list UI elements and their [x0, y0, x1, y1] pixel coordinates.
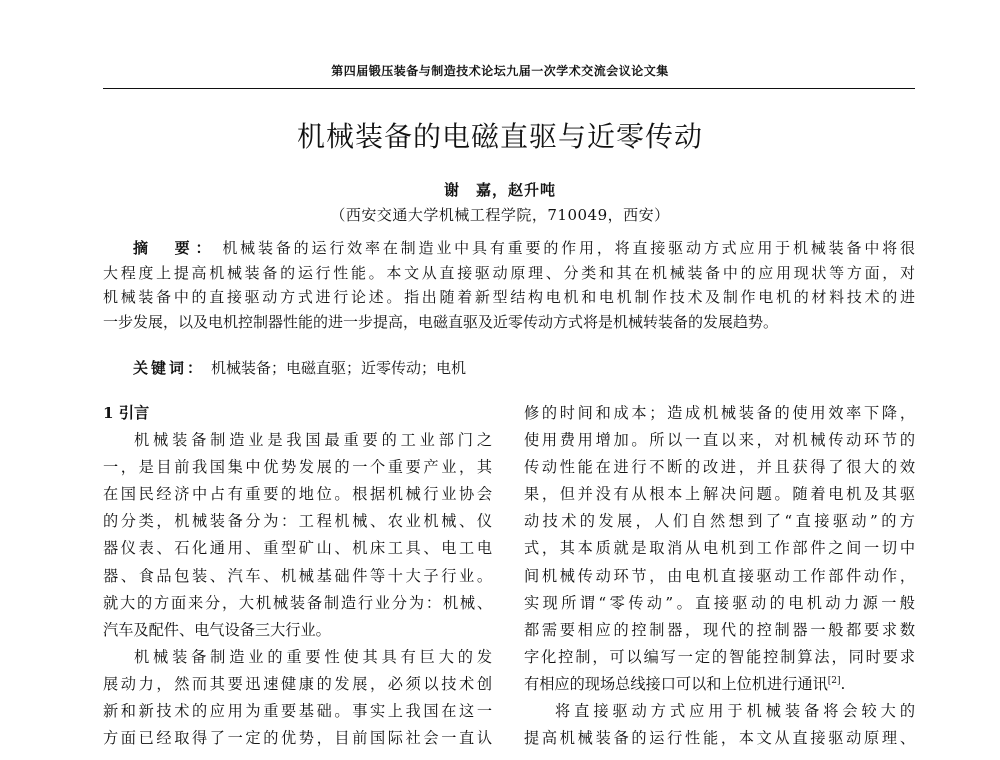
- body-line: 展动力，然而其要迅速健康的发展，必须以技术创: [103, 674, 492, 693]
- body-line: 一，是目前我国集中优势发展的一个重要产业，其: [103, 458, 492, 477]
- body-line: 都需要相应的控制器，现代的控制器一般都要求数: [524, 620, 915, 639]
- body-line: 器、食品包装、汽车、机械基础件等十大子行业。: [103, 566, 492, 585]
- body-line: 在国民经济中占有重要的地位。根据机械行业协会: [103, 485, 492, 504]
- abstract-line: 大程度上提高机械装备的运行性能。本文从直接驱动原理、分类和其在机械装备中的应用现状等方面，对: [103, 263, 915, 282]
- body-line: 式，其本质就是取消从电机到工作部件之间一切中: [524, 539, 915, 558]
- body-line: 机械装备制造业的重要性使其具有巨大的发: [134, 647, 492, 666]
- abstract-line: 一步发展，以及电机控制器性能的进一步提高，电磁直驱及近零传动方式将是机械转装备的发展趋势。: [103, 312, 779, 331]
- body-line: 新和新技术的应用为重要基础。事实上我国在这一: [103, 702, 492, 721]
- keywords-label: 关键词：: [133, 359, 206, 377]
- body-line: 字化控制，可以编写一定的智能控制算法，同时要求: [524, 647, 915, 666]
- body-line: 间机械传动环节，由电机直接驱动工作部件动作，: [524, 566, 915, 585]
- body-line: 将直接驱动方式应用于机械装备将会较大的: [555, 702, 915, 721]
- body-line: 传动性能在进行不断的改进，并且获得了很大的效: [524, 458, 915, 477]
- body-line: 果，但并没有从根本上解决问题。随着电机及其驱: [524, 485, 915, 504]
- abstract: [103, 236, 915, 334]
- running-header: 第四届锻压装备与制造技术论坛九届一次学术交流会议论文集: [331, 64, 669, 78]
- keywords: [133, 356, 915, 380]
- body-line: 实现所谓“零传动”。直接驱动的电机动力源一般: [524, 593, 915, 612]
- body-line: 器仪表、石化通用、重型矿山、机床工具、电工电: [103, 539, 492, 558]
- body-line: 提高机械装备的运行性能，本文从直接驱动原理、: [524, 729, 915, 748]
- keywords-text: 机械装备；电磁直驱；近零传动；电机: [211, 359, 467, 377]
- body-line: 修的时间和成本；造成机械装备的使用效率下降，: [524, 404, 915, 422]
- section-heading: 1 引言: [103, 404, 150, 422]
- affiliation: （西安交通大学机械工程学院，710049，西安）: [330, 206, 670, 224]
- body-line: 的分类，机械装备分为：工程机械、农业机械、仪: [103, 512, 492, 531]
- authors: 谢 嘉，赵升吨: [443, 181, 556, 199]
- body-line: 使用费用增加。所以一直以来，对机械传动环节的: [524, 431, 915, 450]
- right-column: [524, 400, 915, 752]
- abstract-label: 摘 要：: [133, 239, 217, 257]
- body-line: 机械装备制造业是我国最重要的工业部门之: [134, 431, 492, 450]
- paper-title: 机械装备的电磁直驱与近零传动: [296, 120, 703, 153]
- body-line: 方面已经取得了一定的优势，目前国际社会一直认: [103, 729, 492, 748]
- body-line: 汽车及配件、电气设备三大行业。: [103, 620, 331, 639]
- body-line: 有相应的现场总线接口可以和上位机进行通讯[2].: [524, 674, 846, 693]
- body-line: 就大的方面来分，大机械装备制造行业分为：机械、: [103, 593, 492, 612]
- abstract-line: 摘 要： 机械装备的运行效率在制造业中具有重要的作用，将直接驱动方式应用于机械装备中将很: [133, 239, 915, 257]
- left-column: [103, 400, 492, 752]
- citation-ref[interactable]: [2]: [827, 675, 841, 686]
- abstract-line: 机械装备中的直接驱动方式进行论述。指出随着新型结构电机和电机制作技术及制作电机的材料技术的进: [103, 288, 915, 307]
- body-line: 动技术的发展，人们自然想到了“直接驱动”的方: [524, 512, 915, 531]
- header-rule: [103, 88, 915, 89]
